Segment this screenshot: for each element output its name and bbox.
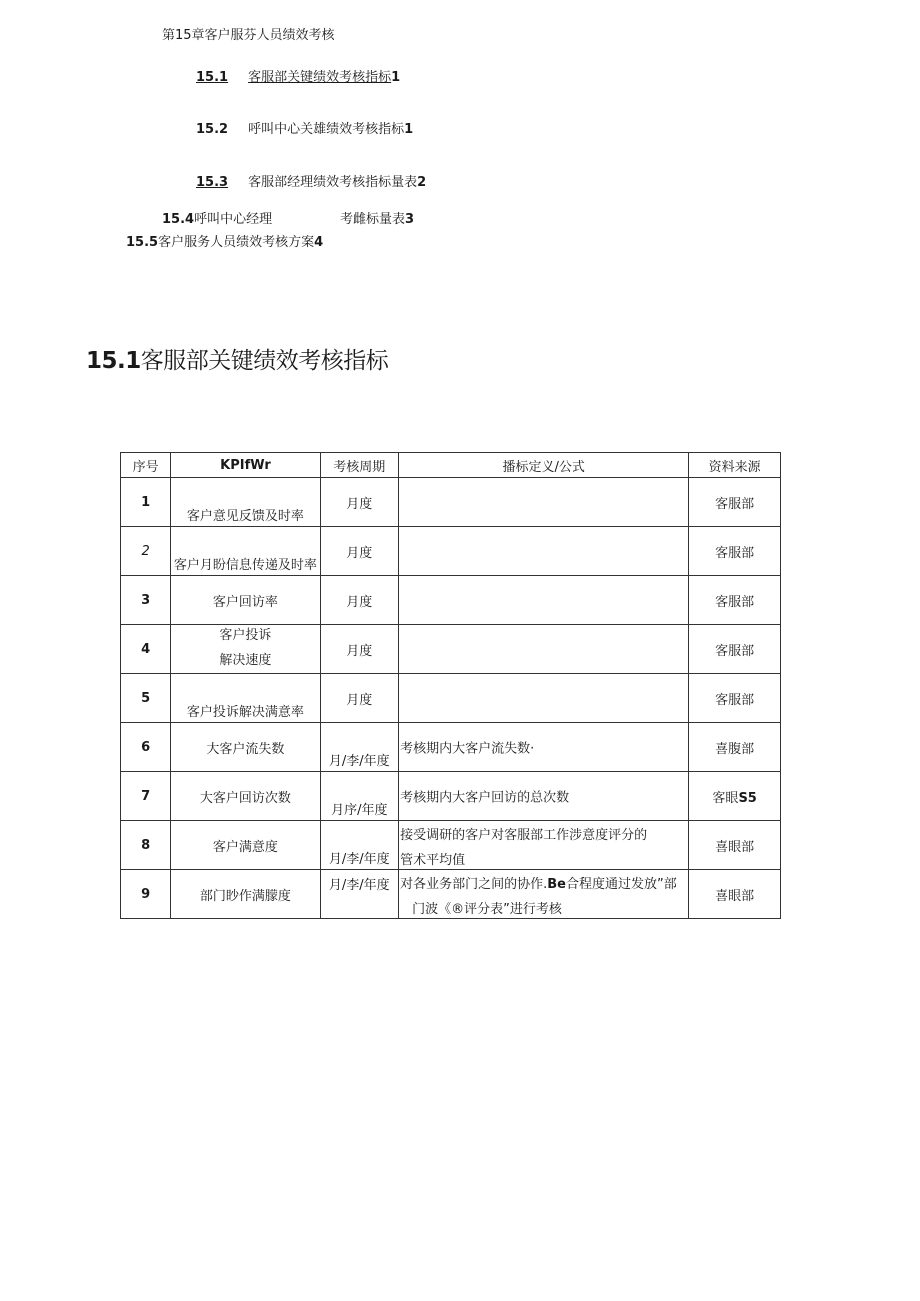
definition-cell: 对各业务部门之间的协作.Be合程度通过发放”部 门波《®评分表”进行考核 — [399, 870, 689, 919]
source-cell: 客服部 — [689, 674, 781, 723]
source-cell: 喜眼部 — [689, 821, 781, 870]
table-row — [121, 723, 781, 772]
definition-cell: 考核期内大客户回访的总次数 — [399, 772, 689, 821]
toc-item-label: 客服部关键绩效考核指标 — [248, 70, 392, 85]
toc-item-number: 15.3 — [196, 175, 229, 190]
toc-item-label-cont: 考雌标量表 — [340, 212, 406, 227]
header-cell: KPIfWr — [171, 453, 320, 478]
table-row — [121, 478, 781, 527]
row-number-cell: 6 — [121, 723, 171, 772]
kpi-table — [120, 452, 781, 919]
kpi-name-cell: 大客户回访次数 — [171, 772, 320, 821]
source-cell: 客服部 — [689, 478, 781, 527]
row-number-cell: 5 — [121, 674, 171, 723]
toc-item-number: 15.2 — [196, 122, 229, 137]
kpi-name-cell: 客户回访率 — [171, 576, 320, 625]
toc-item-number: 15.5 — [126, 235, 159, 250]
cycle-cell: 月度 — [320, 576, 399, 625]
row-number-cell: 4 — [121, 625, 171, 674]
cycle-cell: 月/李/年度 — [320, 723, 399, 772]
toc-item-15-1[interactable] — [196, 66, 400, 85]
table-row — [121, 870, 781, 919]
source-cell: 客服部 — [689, 576, 781, 625]
source-cell: 客服部 — [689, 625, 781, 674]
header-cell: 播标定义/公式 — [399, 453, 689, 478]
kpi-name-cell: 客户满意度 — [171, 821, 320, 870]
header-cell: 序号 — [121, 453, 171, 478]
toc-chapter-title: 第15章客户服芬人员绩效考核 — [162, 28, 335, 43]
toc-item-page: 1 — [391, 70, 401, 85]
row-number-cell: 1 — [121, 478, 171, 527]
cycle-cell: 月度 — [320, 527, 399, 576]
toc-item-label: 客服部经理绩效考核指标量表 — [248, 175, 418, 190]
source-cell: 客眼S5 — [689, 772, 781, 821]
kpi-name-cell: 部门眇作满朦度 — [171, 870, 320, 919]
table-row — [121, 772, 781, 821]
cycle-cell: 月度 — [320, 674, 399, 723]
cycle-cell: 月度 — [320, 625, 399, 674]
kpi-name-cell: 大客户流失数 — [171, 723, 320, 772]
table-row — [121, 576, 781, 625]
toc-item-number: 15.4 — [162, 212, 195, 227]
source-cell: 喜眼部 — [689, 870, 781, 919]
section-title: 客服部关键绩效考核指标 — [140, 348, 389, 374]
toc-item-page: 2 — [417, 175, 427, 190]
row-number-cell: 8 — [121, 821, 171, 870]
definition-cell — [399, 576, 689, 625]
kpi-name-cell: 客户意见反馈及时率 — [171, 478, 320, 527]
source-cell: 客服部 — [689, 527, 781, 576]
toc-item-page: 1 — [404, 122, 414, 137]
toc-item-15-3[interactable] — [196, 171, 426, 190]
definition-cell — [399, 625, 689, 674]
row-number-cell: 7 — [121, 772, 171, 821]
toc-item-page: 4 — [314, 235, 324, 250]
toc-item-page: 3 — [405, 212, 415, 227]
row-number-cell: 3 — [121, 576, 171, 625]
toc-item-15-4[interactable] — [162, 208, 272, 227]
cycle-cell: 月度 — [320, 478, 399, 527]
definition-cell — [399, 527, 689, 576]
cycle-cell: 月/李/年度 — [320, 870, 399, 919]
row-number-cell: 2 — [121, 527, 171, 576]
toc-item-15-5[interactable] — [126, 231, 323, 250]
section-number: 15.1 — [86, 348, 141, 374]
toc-item-label: 客户服务人员绩效考核方案 — [158, 235, 315, 250]
toc-item-label: 呼叫中心经理 — [194, 212, 273, 227]
source-cell: 喜腹部 — [689, 723, 781, 772]
definition-cell — [399, 478, 689, 527]
table-row — [121, 674, 781, 723]
definition-cell: 接受调研的客户对客服部工作涉意度评分的 管术平均值 — [399, 821, 689, 870]
cycle-cell: 月序/年度 — [320, 772, 399, 821]
toc-item-label: 呼叫中心关雄绩效考核指标 — [248, 122, 405, 137]
toc-item-15-4-cont[interactable] — [340, 208, 414, 227]
toc-item-15-2[interactable] — [196, 118, 413, 137]
header-cell: 资料来源 — [689, 453, 781, 478]
toc-item-number: 15.1 — [196, 70, 229, 85]
table-row — [121, 625, 781, 674]
header-cell: 考核周期 — [320, 453, 399, 478]
definition-cell — [399, 674, 689, 723]
kpi-name-cell: 客户投诉 解决速度 — [171, 625, 320, 674]
table-header-row — [121, 453, 781, 478]
cycle-cell: 月/李/年度 — [320, 821, 399, 870]
table-row — [121, 821, 781, 870]
section-heading — [86, 342, 388, 375]
kpi-name-cell: 客户月盼信息传递及时率 — [171, 527, 320, 576]
table-row — [121, 527, 781, 576]
kpi-name-cell: 客户投诉解决满意率 — [171, 674, 320, 723]
definition-cell: 考核期内大客户流失数· — [399, 723, 689, 772]
row-number-cell: 9 — [121, 870, 171, 919]
